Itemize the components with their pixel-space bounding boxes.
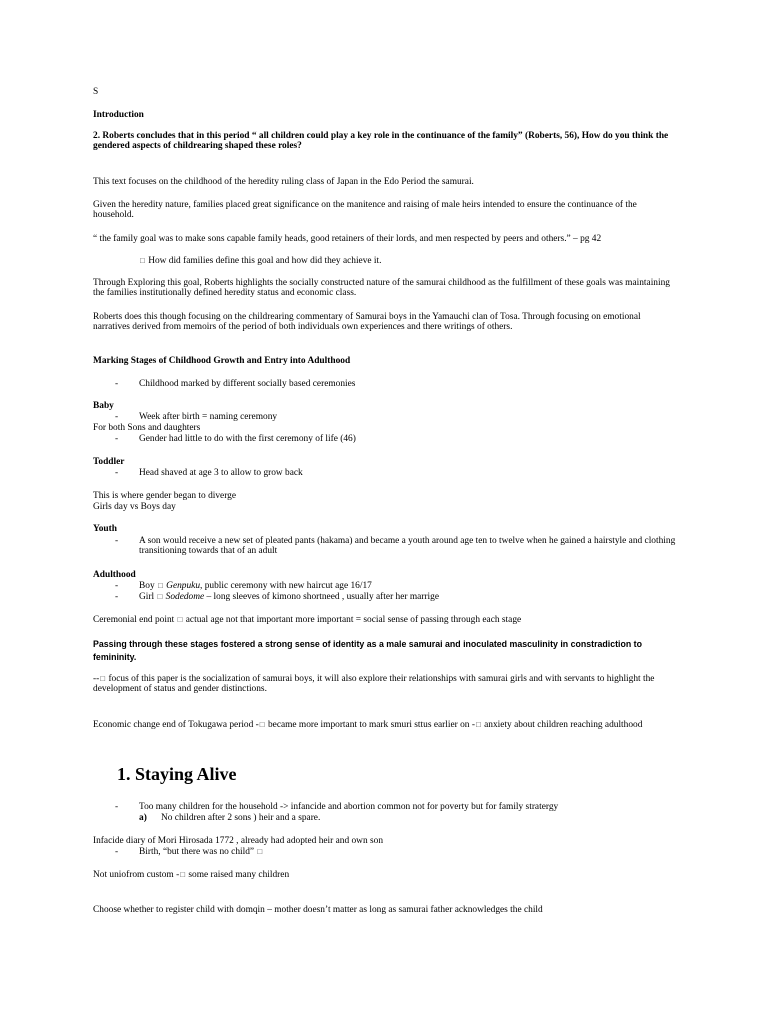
ceremonial-line-start: Ceremonial end point [93,615,175,625]
toddler-label: Toddler [93,457,125,467]
paragraph-5: Through Exploring this goal, Roberts highlights the socially constructed nature of the samurai childhood as the fulfillment of these goals was maintaining the families institutionally defined heredity status and economic class. [93,278,670,299]
focus-paragraph [93,674,678,695]
placeholder-glyph-icon: □ [180,870,186,879]
diary-quote: Birth, “but there was no child” [139,847,255,857]
gender-line-2: Girls day vs Boys day [93,502,176,512]
sub-item-marker: a) [139,813,147,823]
dash-bullet: - [115,434,119,444]
list-item-text: A son would receive a new set of pleated pants (hakama) and became a youth around age ten to twelve when he gained a hairstyle and clothing transitioning towards that of an adult [139,536,676,557]
paragraph-2: Given the heredity nature, families placed great significance on the manitence and raising of male heirs intended to ensure the continuance of the household. [93,200,637,221]
question-line-text: How did families define this goal and how did they achieve it. [148,256,382,266]
economic-text-c: anxiety about children reaching adulthood [484,720,643,730]
list-item-text [139,847,263,857]
genpuku-term: Genpuku [166,581,201,591]
focus-dashes: -- [93,674,100,684]
list-item-text: Gender had little to do with the first ceremony of life (46) [139,434,356,444]
placeholder-glyph-icon: □ [257,847,263,856]
dash-bullet: - [115,379,119,389]
quote-paragraph: “ the family goal was to make sons capable family heads, good retainers of their lords, and men respected by peers and others.” – pg 42 [93,234,602,244]
dash-bullet: - [115,536,119,546]
list-item-text: Too many children for the household -> infancide and abortion common not for poverty but for family stratergy [139,802,559,812]
boy-detail: , public ceremony with new haircut age 16/17 [200,581,372,591]
list-item-text: Week after birth = naming ceremony [139,412,278,422]
girl-label: Girl [139,592,155,602]
ceremonial-line-end: actual age not that important more important = social sense of passing through each stage [185,615,522,625]
focus-text: focus of this paper is the socialization of samurai boys, it will also explore their relationships with samurai girls and with servants to highlight the development of status and gender distinctions. [93,674,655,695]
paragraph-6: Roberts does this though focusing on the childrearing commentary of Samurai boys in the Yamauchi clan of Tosa. Through focusing on emotional narratives derived from memoirs of the period of both individuals own experiences and there writings of others. [93,312,641,333]
question-paragraph: 2. Roberts concludes that in this period “ all children could play a key role in the continuance of the family” (Roberts, 56), How do you think the gendered aspects of childrearing shaped these roles? [93,131,669,152]
baby-line: For both Sons and daughters [93,423,201,433]
placeholder-glyph-icon: □ [177,615,183,624]
dash-bullet: - [115,412,119,422]
boy-label: Boy [139,581,155,591]
economic-text-a: Economic change end of Tokugawa period - [93,720,259,730]
custom-line-end: some raised many children [188,870,290,880]
custom-line [93,870,289,880]
placeholder-glyph-icon: □ [157,581,163,590]
list-item-text: Head shaved at age 3 to allow to grow back [139,468,303,478]
youth-label: Youth [93,524,117,534]
introduction-heading: Introduction [93,110,144,120]
diary-line: Infacide diary of Mori Hirosada 1772 , already had adopted heir and own son [93,836,384,846]
dash-bullet: - [115,581,119,591]
page-mark: S [93,87,99,97]
list-item-text [139,581,372,591]
dash-bullet: - [115,592,119,602]
adulthood-label: Adulthood [93,570,136,580]
baby-label: Baby [93,401,114,411]
list-item-text: Childhood marked by different socially based ceremonies [139,379,356,389]
dash-bullet: - [115,468,119,478]
register-line: Choose whether to register child with domqin – mother doesn’t matter as long as samurai father acknowledges the child [93,905,543,915]
placeholder-glyph-icon: □ [140,256,145,265]
placeholder-glyph-icon: □ [475,720,481,729]
gender-line-1: This is where gender began to diverge [93,491,237,501]
ceremonial-line [93,615,521,625]
dash-bullet: - [115,802,119,812]
sub-item-text: No children after 2 sons ) heir and a spare. [161,813,321,823]
girl-detail: – long sleeves of kimono shortneed , usually after her marrige [204,592,440,602]
document-page [93,0,678,1024]
placeholder-glyph-icon: □ [100,674,106,683]
placeholder-glyph-icon: □ [157,592,163,601]
dash-bullet: - [115,847,119,857]
economic-paragraph [93,720,678,730]
passing-paragraph: Passing through these stages fostered a strong sense of identity as a male samurai and inoculated masculinity in constradiction to femininity. [93,639,642,662]
economic-text-b: became more important to mark smuri sttus earlier on - [267,720,475,730]
custom-line-start: Not uniofrom custom - [93,870,180,880]
sodedome-term: Sodedome [165,592,205,602]
section-heading: 1. Staying Alive [117,764,237,784]
stages-heading: Marking Stages of Childhood Growth and Entry into Adulthood [93,356,351,366]
paragraph-1: This text focuses on the childhood of the heredity ruling class of Japan in the Edo Period the samurai. [93,177,474,187]
placeholder-glyph-icon: □ [259,720,265,729]
list-item-text [139,592,439,602]
question-line [139,256,381,266]
